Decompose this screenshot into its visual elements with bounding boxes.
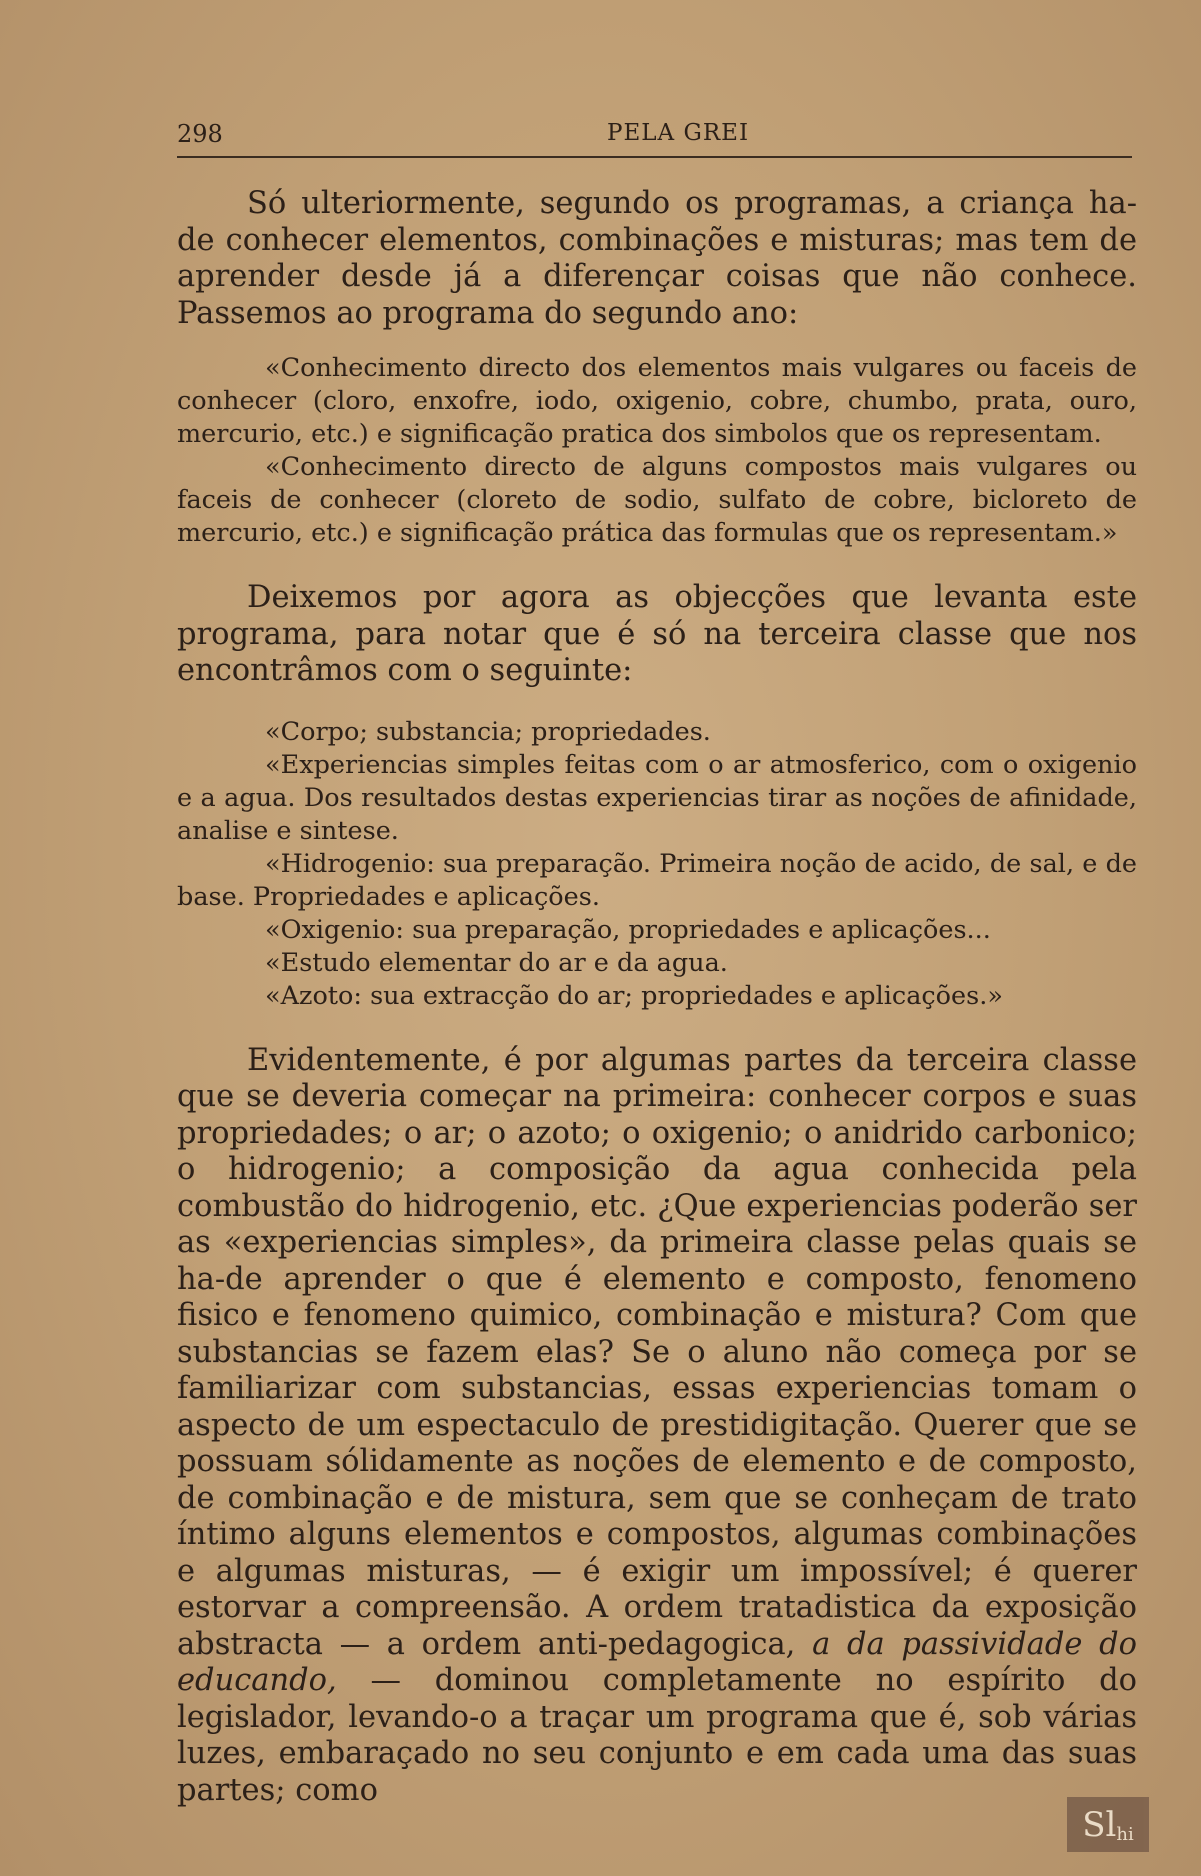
logo-subscript: hi	[1116, 1824, 1134, 1845]
quote-paragraph: «Oxigenio: sua preparação, propriedades e aplicações...	[265, 914, 991, 945]
quote-paragraph: «Conhecimento directo dos elementos mais vulgares ou faceis de conhecer (cloro, enxofre, iodo, oxigenio, cobre, chumbo, prata, ouro, mercurio, etc.) e significação pratica dos simbolos que os representam.	[177, 353, 1137, 449]
paragraph-text: Evidentemente, é por algumas partes da terceira classe que se deveria começar na primeira: conhecer corpos e suas propriedades; o ar; o azoto; o oxigenio; o anidrido carbonico; o hidrogenio; a composição da agua conhecida pela combustão do hidrogenio, etc. ¿Que experiencias poderão ser as «experiencias simples», da primeira classe pelas quais se ha-de aprender o que é elemento e composto, fenomeno fisico e fenomeno quimico, combinação e mistura? Com que substancias se fazem elas? Se o aluno não começa por se familiarizar com substancias, essas experiencias tomam o aspecto de um espectaculo de prestidigitação. Querer que se possuam sólidamente as noções de elemento e de composto, de combinação e de mistura, sem que se conheçam de trato íntimo alguns elementos e compostos, algumas combinações e algumas misturas, — é exigir um impossível; é querer estorvar a compreensão. A ordem tratadistica da exposição abstracta — a ordem anti-pedagogica,	[177, 1042, 1137, 1662]
quote-paragraph: «Conhecimento directo de alguns compostos mais vulgares ou faceis de conhecer (cloreto de sodio, sulfato de cobre, bicloreto de mercurio, etc.) e significação prática das formulas que os representam.»	[177, 452, 1137, 548]
paragraph: Deixemos por agora as objecções que levanta este programa, para notar que é só na terceira classe que nos encontrâmos com o seguinte:	[177, 580, 1137, 688]
quote-paragraph: «Estudo elementar do ar e da agua.	[265, 947, 728, 978]
paragraph-text: — dominou completamente no espírito do legislador, levando-o a traçar um programa que é, sob várias luzes, embaraçado no seu conjunto e em cada uma das suas partes; como	[177, 1663, 1137, 1808]
running-title: PELA GREI	[607, 120, 750, 146]
logo-text: Sl	[1082, 1804, 1117, 1845]
quote-paragraph: «Experiencias simples feitas com o ar atmosferico, com o oxigenio e a agua. Dos resultados destas experiencias tirar as noções de afinidade, analise e sintese.	[177, 749, 1137, 846]
page-header	[177, 120, 1132, 158]
italic-phrase: a da passividade do educando,	[177, 1626, 1137, 1698]
library-logo	[1067, 1797, 1149, 1852]
quote-paragraph: «Corpo; substancia; propriedades.	[265, 716, 711, 747]
paragraph	[177, 1043, 1137, 1810]
quote-paragraph: «Hidrogenio: sua preparação. Primeira noção de acido, de sal, e de base. Propriedades e aplicações.	[177, 848, 1137, 912]
paragraph: Só ulteriormente, segundo os programas, a criança ha-de conhecer elementos, combinações e misturas; mas tem de aprender desde já a diferençar coisas que não conhece. Passemos ao programa do segundo ano:	[177, 186, 1137, 331]
quote-paragraph: «Azoto: sua extracção do ar; propriedades e aplicações.»	[265, 980, 1003, 1011]
body-text	[177, 186, 1137, 1809]
page-number: 298	[177, 120, 223, 148]
